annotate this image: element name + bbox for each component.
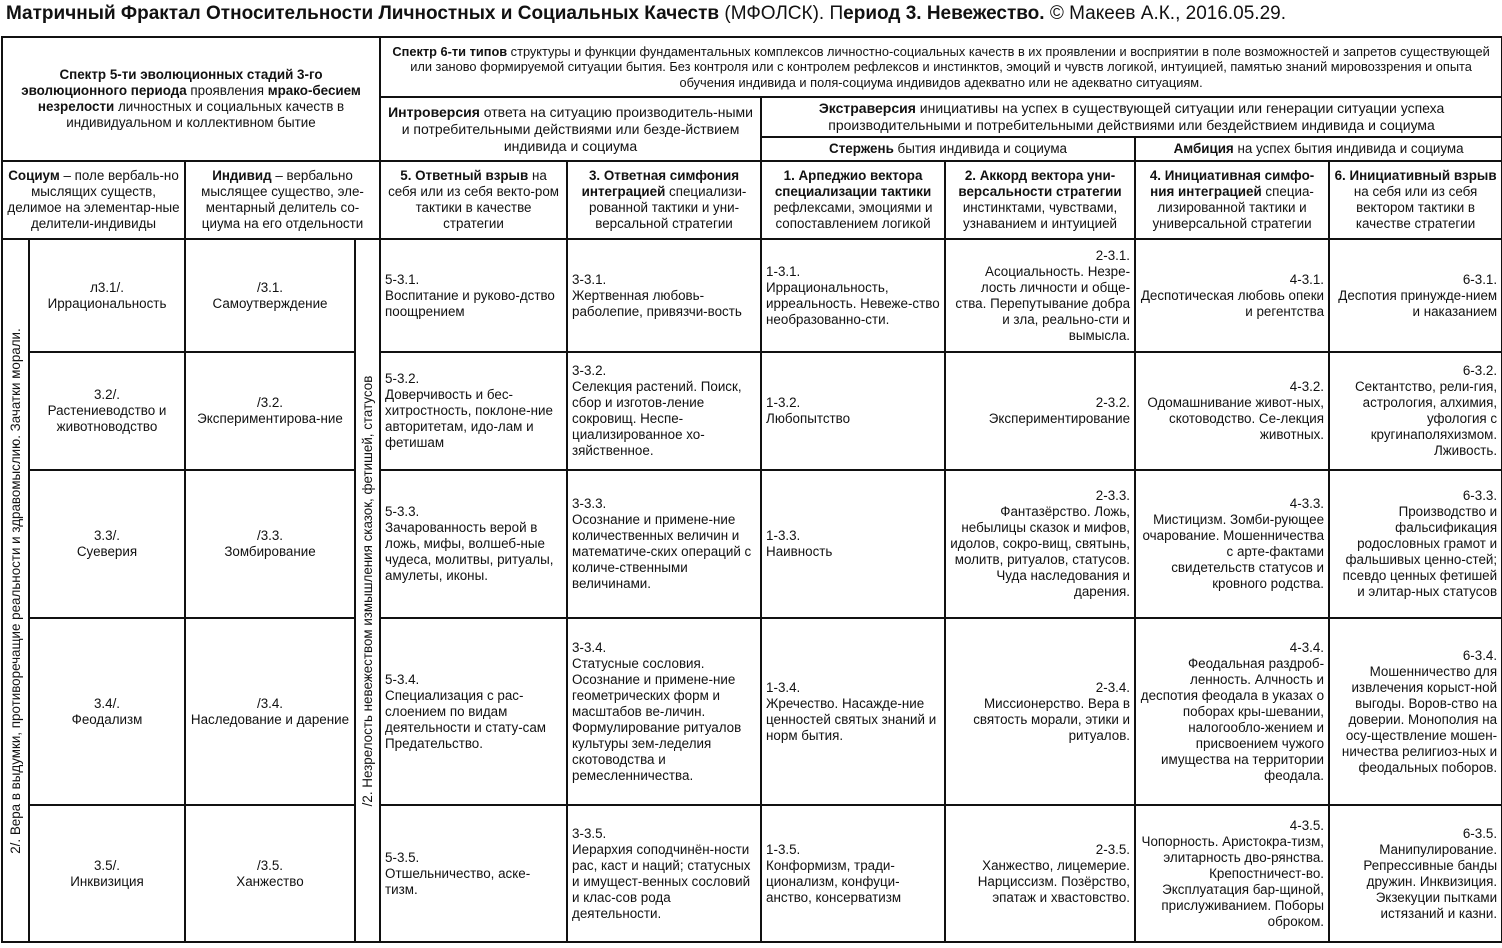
cell-1: 1-3.5. Конформизм, тради-ционализм, конфуци-анство, консерватизм bbox=[761, 805, 945, 942]
col-header-2-rest: инстинктами, чувствами, узнаванием и интуицией bbox=[962, 200, 1118, 231]
ambicia-bold: Амбиция bbox=[1173, 141, 1234, 156]
socium-cell: 3.4/. Феодализм bbox=[29, 618, 185, 805]
vertical-mid-text: /2. Незрелость невежеством измышления сказок, фетишей, статусов bbox=[359, 375, 375, 806]
individ-header bbox=[185, 161, 380, 239]
extraversion-header bbox=[761, 97, 1502, 137]
col-header-6 bbox=[1329, 161, 1502, 239]
col-header-6-rest: на себя или из себя вектором тактики в качестве стратегии bbox=[1353, 184, 1478, 231]
cell-1: 1-3.3. Наивность bbox=[761, 470, 945, 618]
spectrum5-bold2: мрако-бесием незрелости bbox=[37, 83, 361, 114]
ambicia-header bbox=[1135, 137, 1502, 161]
socium-cell: 3.5/. Инквизиция bbox=[29, 805, 185, 942]
cell-3: 3-3.4. Статусные сословия. Осознание и примене-ние геометрических форм и масштабов ве-личин. Формулирование ритуалов культуры зем-леделия скотоводства и ремесленничества. bbox=[567, 618, 761, 805]
cell-4: 4-3.4. Феодальная раздроб-ленность. Алчность и деспотия феодала в указах о поборах кры-шевании, налогообло-жением и присвоением чужого имущества на территории феодала. bbox=[1135, 618, 1329, 805]
individ-rest: – вербально мыслящее существо, эле-ментарный делитель со-циума на его отдельности bbox=[201, 168, 364, 231]
introversion-header bbox=[380, 97, 761, 161]
cell-5: 5-3.1. Воспитание и руково-дство поощрением bbox=[380, 239, 567, 352]
table-row bbox=[2, 618, 1502, 805]
vertical-left-label bbox=[2, 239, 29, 942]
cell-2: 2-3.4. Миссионерство. Вера в святость морали, этики и ритуалов. bbox=[945, 618, 1135, 805]
spectrum5-header bbox=[2, 37, 380, 161]
cell-2: 2-3.3. Фантазёрство. Ложь, небылицы сказок и мифов, идолов, сокро-вищ, святынь, молитв, ритуалов, статусов. Чуда наследования и дарения. bbox=[945, 470, 1135, 618]
vertical-mid-label bbox=[355, 239, 380, 942]
cell-1: 1-3.1. Иррациональность, ирреальность. Невеже-ство необразованно-сти. bbox=[761, 239, 945, 352]
page-title bbox=[6, 0, 1500, 30]
matrix-table bbox=[1, 36, 1502, 943]
spectrum6-rest: структуры и функции фундаментальных комплексов личностно-социальных качеств в их проявлении и восприятии в поле возможностей и запретов существующей или заново формируемой ситуации бытия. Без контроля или с контролем рефлексов и инстинктов, эмоций и чувств логикой, интуицией, памятью знаний мировоззрения и опыта обучения индивида и поля-социума индивидов адекватно или не адекватно ситуациям. bbox=[410, 43, 1490, 90]
individ-cell: /3.4. Наследование и дарение bbox=[185, 618, 355, 805]
individ-cell: /3.2. Экспериментирова-ние bbox=[185, 352, 355, 470]
col-header-6-bold: 6. Инициативный взрыв bbox=[1334, 168, 1497, 183]
sterzhen-header bbox=[761, 137, 1135, 161]
col-header-3-rest: специализи-рованной тактики и уни-версальной стратегии bbox=[588, 184, 747, 231]
socium-bold: Социум bbox=[8, 168, 60, 183]
cell-3: 3-3.5. Иерархия соподчинён-ности рас, каст и наций; статусных и имущест-венных сословий и клас-сов рода деятельности. bbox=[567, 805, 761, 942]
title-period: ериод 3. Невежество. bbox=[843, 3, 1045, 24]
cell-4: 4-3.2. Одомашнивание живот-ных, скотоводство. Се-лекция животных. bbox=[1135, 352, 1329, 470]
individ-cell: /3.5. Ханжество bbox=[185, 805, 355, 942]
introversion-rest: ответа на ситуацию производитель-ными и потребительными действиями или безде-йствием индивида и социума bbox=[401, 103, 753, 154]
cell-2: 2-3.1. Асоциальность. Незре-лость личности и обще-ства. Перепутывание добра и зла, реально-сти и вымысла. bbox=[945, 239, 1135, 352]
cell-2: 2-3.5. Ханжество, лицемерие. Нарциссизм. Позёрство, эпатаж и хвастовство. bbox=[945, 805, 1135, 942]
individ-cell: /3.3. Зомбирование bbox=[185, 470, 355, 618]
cell-2: 2-3.2. Экспериментирование bbox=[945, 352, 1135, 470]
title-author: © Макеев А.К., 2016.05.29. bbox=[1044, 3, 1287, 24]
cell-3: 3-3.1. Жертвенная любовь-раболепие, привязчи-вость bbox=[567, 239, 761, 352]
socium-cell: 3.3/. Суеверия bbox=[29, 470, 185, 618]
cell-4: 4-3.3. Мистицизм. Зомби-рующее очарование. Мошенничества с арте-фактами свидетельств статусов и кровного родства. bbox=[1135, 470, 1329, 618]
ambicia-rest: на успех бытия индивида и социума bbox=[1233, 141, 1464, 156]
socium-header bbox=[2, 161, 185, 239]
table-row bbox=[2, 470, 1502, 618]
cell-1: 1-3.2. Любопытство bbox=[761, 352, 945, 470]
individ-bold: Индивид bbox=[212, 168, 272, 183]
spectrum5-rest: личностных и социальных качеств в индивидуальном и коллективном бытие bbox=[66, 99, 345, 130]
extraversion-bold: Экстраверсия bbox=[818, 100, 916, 116]
col-header-3 bbox=[567, 161, 761, 239]
cell-5: 5-3.4. Специализация с рас-слоением по видам деятельности и стату-сам Предательство. bbox=[380, 618, 567, 805]
col-header-5-rest: на себя или из себя векто-ром тактики в качестве стратегии bbox=[388, 168, 559, 231]
cell-5: 5-3.2. Доверчивость и бес-хитростность, поклоне-ние авторитетам, идо-лам и фетишам bbox=[380, 352, 567, 470]
vertical-left-text: 2/. Вера в выдумки, противоречащие реальности и здравомыслию. Зачатки морали. bbox=[7, 327, 23, 854]
spectrum6-header bbox=[380, 37, 1502, 97]
col-header-4 bbox=[1135, 161, 1329, 239]
cell-5: 5-3.5. Отшельничество, аске-тизм. bbox=[380, 805, 567, 942]
sterzhen-rest: бытия индивида и социума bbox=[893, 141, 1067, 156]
col-header-5-bold: 5. Ответный взрыв bbox=[400, 168, 529, 183]
col-header-4-bold: 4. Инициативная симфо-ния интеграцией bbox=[1149, 168, 1315, 199]
cell-6: 6-3.1. Деспотия принужде-нием и наказанием bbox=[1329, 239, 1502, 352]
col-header-1-rest: рефлексами, эмоциями и сопоставлением логикой bbox=[773, 200, 933, 231]
col-header-1 bbox=[761, 161, 945, 239]
cell-4: 4-3.5. Чопорность. Аристокра-тизм, элитарность дво-рянства. Крепостничест-во. Эксплуатация бар-щиной, прислуживанием. Поборы оброком. bbox=[1135, 805, 1329, 942]
sterzhen-bold: Стержень bbox=[829, 141, 894, 156]
cell-1: 1-3.4. Жречество. Насажде-ние ценностей святых знаний и норм бытия. bbox=[761, 618, 945, 805]
col-header-1-bold: 1. Арпеджио вектора специализации тактики bbox=[774, 168, 932, 199]
cell-6: 6-3.5. Манипулирование. Репрессивные банды дружин. Инквизиция. Экзекуции пытками истязаний и казни. bbox=[1329, 805, 1502, 942]
introversion-bold: Интроверсия bbox=[388, 103, 480, 120]
title-main: Матричный Фрактал Относительности Личностных и Социальных Качеств bbox=[6, 3, 720, 24]
cell-4: 4-3.1. Деспотическая любовь опеки и регентства bbox=[1135, 239, 1329, 352]
socium-rest: – поле вербаль-но мыслящих существ, делимое на элементар-ные делители-индивиды bbox=[7, 168, 180, 231]
spectrum5-bold: Спектр 5-ти эволюционных стадий 3-го эволюционного периода bbox=[21, 67, 323, 98]
col-header-5 bbox=[380, 161, 567, 239]
spectrum6-bold: Спектр 6-ти типов bbox=[392, 43, 508, 59]
cell-6: 6-3.4. Мошенничество для извлечения корыст-ной выгоды. Воров-ство на доверии. Монополия на осу-ществление мошен-ничества религиоз-ных и феодальных поборов. bbox=[1329, 618, 1502, 805]
col-header-4-rest: специа-лизированной тактики и универсальной стратегии bbox=[1152, 184, 1314, 231]
col-header-2 bbox=[945, 161, 1135, 239]
cell-3: 3-3.3. Осознание и примене-ние количественных величин и математиче-ских операций с количе-ственными величинами. bbox=[567, 470, 761, 618]
socium-cell: 3.2/. Растениеводство и животноводство bbox=[29, 352, 185, 470]
table-row bbox=[2, 352, 1502, 470]
extraversion-rest: инициативы на успех в существующей ситуации или генерации ситуации успеха производительными и потребительными действиями или бездействием индивида и социума bbox=[828, 100, 1445, 133]
col-header-2-bold: 2. Аккорд вектора уни-версальности стратегии bbox=[958, 168, 1122, 199]
individ-cell: /3.1. Самоутверждение bbox=[185, 239, 355, 352]
cell-3: 3-3.2. Селекция растений. Поиск, сбор и изготов-ление сокровищ. Неспе-циализированное хо-зяйственное. bbox=[567, 352, 761, 470]
socium-cell: л3.1/. Иррациональность bbox=[29, 239, 185, 352]
cell-6: 6-3.3. Производство и фальсификация родословных грамот и фальшивых ценно-стей; псевдо ценных фетишей и элитар-ных статусов bbox=[1329, 470, 1502, 618]
table-row bbox=[2, 805, 1502, 942]
table-row bbox=[2, 239, 1502, 352]
cell-5: 5-3.3. Зачарованность верой в ложь, мифы, волшеб-ные чудеса, молитвы, ритуалы, амулеты, иконы. bbox=[380, 470, 567, 618]
col-header-3-bold: 3. Ответная симфония интеграцией bbox=[581, 168, 740, 199]
cell-6: 6-3.2. Сектантство, рели-гия, астрология, алхимия, уфология с кругинаполяхизмом. Лживость. bbox=[1329, 352, 1502, 470]
spectrum5-mid: проявления bbox=[186, 83, 268, 98]
title-abbr: (МФОЛСК). П bbox=[719, 3, 844, 24]
